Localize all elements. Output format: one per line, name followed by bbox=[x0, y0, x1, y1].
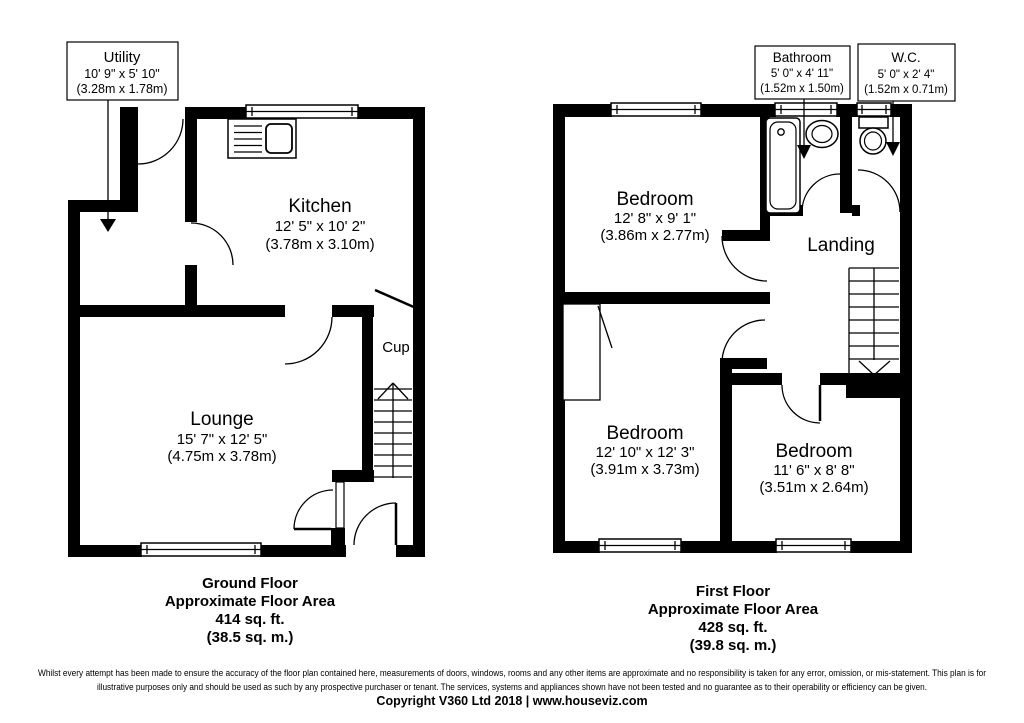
window bbox=[599, 539, 681, 552]
first-caption-title: First Floor bbox=[695, 583, 771, 600]
wardrobe bbox=[563, 304, 612, 400]
entry-door bbox=[138, 119, 183, 164]
sink-icon bbox=[806, 121, 838, 148]
first-caption-area-m: (39.8 sq. m.) bbox=[689, 637, 777, 654]
bedroom-left-door bbox=[722, 320, 765, 363]
utility-name: Utility bbox=[103, 49, 141, 66]
lounge-metric: (4.75m x 3.78m) bbox=[167, 448, 277, 465]
hall-kitchen-door bbox=[191, 223, 233, 265]
kitchen-metric: (3.78m x 3.10m) bbox=[265, 236, 375, 253]
bedroom-left-metric: (3.91m x 3.73m) bbox=[590, 461, 700, 478]
window bbox=[775, 103, 837, 116]
window bbox=[611, 103, 701, 116]
wc-imperial: 5' 0" x 2' 4" bbox=[877, 69, 935, 81]
bedroom-right-door bbox=[782, 385, 820, 423]
copyright-line: Copyright V360 Ltd 2018 | www.houseviz.com bbox=[376, 694, 648, 708]
bedroom-left-label: Bedroom bbox=[606, 423, 684, 444]
wc-metric: (1.52m x 0.71m) bbox=[864, 84, 948, 96]
kitchen-label: Kitchen bbox=[288, 196, 352, 217]
window bbox=[141, 543, 261, 556]
stairs-ground bbox=[374, 383, 412, 478]
bedroom-front-label: Bedroom bbox=[616, 189, 694, 210]
lounge-hall-door bbox=[294, 490, 333, 529]
bathroom-imperial: 5' 0" x 4' 11" bbox=[770, 68, 834, 80]
bathroom-metric: (1.52m x 1.50m) bbox=[760, 83, 844, 95]
kitchen-imperial: 12' 5" x 10' 2" bbox=[274, 218, 366, 235]
bedroom-right-imperial: 11' 6" x 8' 8" bbox=[773, 462, 855, 479]
ground-floor-plan bbox=[67, 42, 425, 646]
cupboard-door bbox=[375, 290, 416, 308]
bedroom-front-door bbox=[722, 236, 767, 281]
footer bbox=[38, 668, 986, 708]
toilet-icon bbox=[859, 117, 888, 154]
hall-partition bbox=[336, 482, 344, 528]
window bbox=[776, 539, 851, 552]
disclaimer-line1: Whilst every attempt has been made to ensure the accuracy of the floor plan contained here, measurements of doors, windows, rooms and any other items are approximate and no responsibility is taken for any error, omission, or mis-statement. This plan is for bbox=[38, 668, 987, 678]
bedroom-front-metric: (3.86m x 2.77m) bbox=[600, 227, 710, 244]
down-arrow-icon bbox=[859, 361, 890, 375]
disclaimer-line2: illustrative purposes only and should be used as such by any prospective purchaser or tenant. The services, systems and appliances shown have not been tested and no guarantee as to their operability or efficiency can be given. bbox=[97, 682, 927, 692]
bedroom-left-imperial: 12' 10" x 12' 3" bbox=[595, 444, 695, 461]
kitchen-sink-icon bbox=[228, 119, 296, 158]
lounge-label: Lounge bbox=[190, 409, 254, 430]
wc-name: W.C. bbox=[891, 50, 921, 65]
first-caption-area-ft: 428 sq. ft. bbox=[698, 619, 768, 636]
bathroom-name: Bathroom bbox=[772, 50, 832, 65]
bedroom-right-label: Bedroom bbox=[775, 441, 853, 462]
bathroom-door bbox=[802, 174, 840, 212]
first-floor-plan bbox=[553, 44, 955, 654]
first-floor-caption bbox=[648, 583, 819, 654]
ground-caption-area-ft: 414 sq. ft. bbox=[215, 611, 285, 628]
cup-label: Cup bbox=[382, 339, 410, 356]
utility-imperial: 10' 9" x 5' 10" bbox=[84, 67, 160, 81]
first-caption-subtitle: Approximate Floor Area bbox=[647, 601, 819, 618]
window bbox=[857, 103, 891, 116]
ground-floor-caption bbox=[165, 575, 336, 646]
utility-pointer-arrow bbox=[100, 100, 116, 232]
bedroom-front-imperial: 12' 8" x 9' 1" bbox=[613, 210, 697, 227]
front-door bbox=[354, 503, 396, 545]
ground-caption-area-m: (38.5 sq. m.) bbox=[206, 629, 294, 646]
bedroom-right-metric: (3.51m x 2.64m) bbox=[759, 479, 869, 496]
wc-door bbox=[858, 170, 900, 212]
bathtub-icon bbox=[766, 118, 800, 213]
ground-caption-subtitle: Approximate Floor Area bbox=[164, 593, 336, 610]
utility-metric: (3.28m x 1.78m) bbox=[76, 82, 168, 96]
lounge-imperial: 15' 7" x 12' 5" bbox=[176, 431, 268, 448]
ground-floor-walls bbox=[68, 107, 425, 557]
ground-caption-title: Ground Floor bbox=[202, 575, 298, 592]
stairs-first bbox=[849, 268, 899, 375]
landing-label: Landing bbox=[807, 235, 875, 256]
window bbox=[246, 105, 358, 118]
kitchen-lounge-door bbox=[285, 317, 332, 364]
